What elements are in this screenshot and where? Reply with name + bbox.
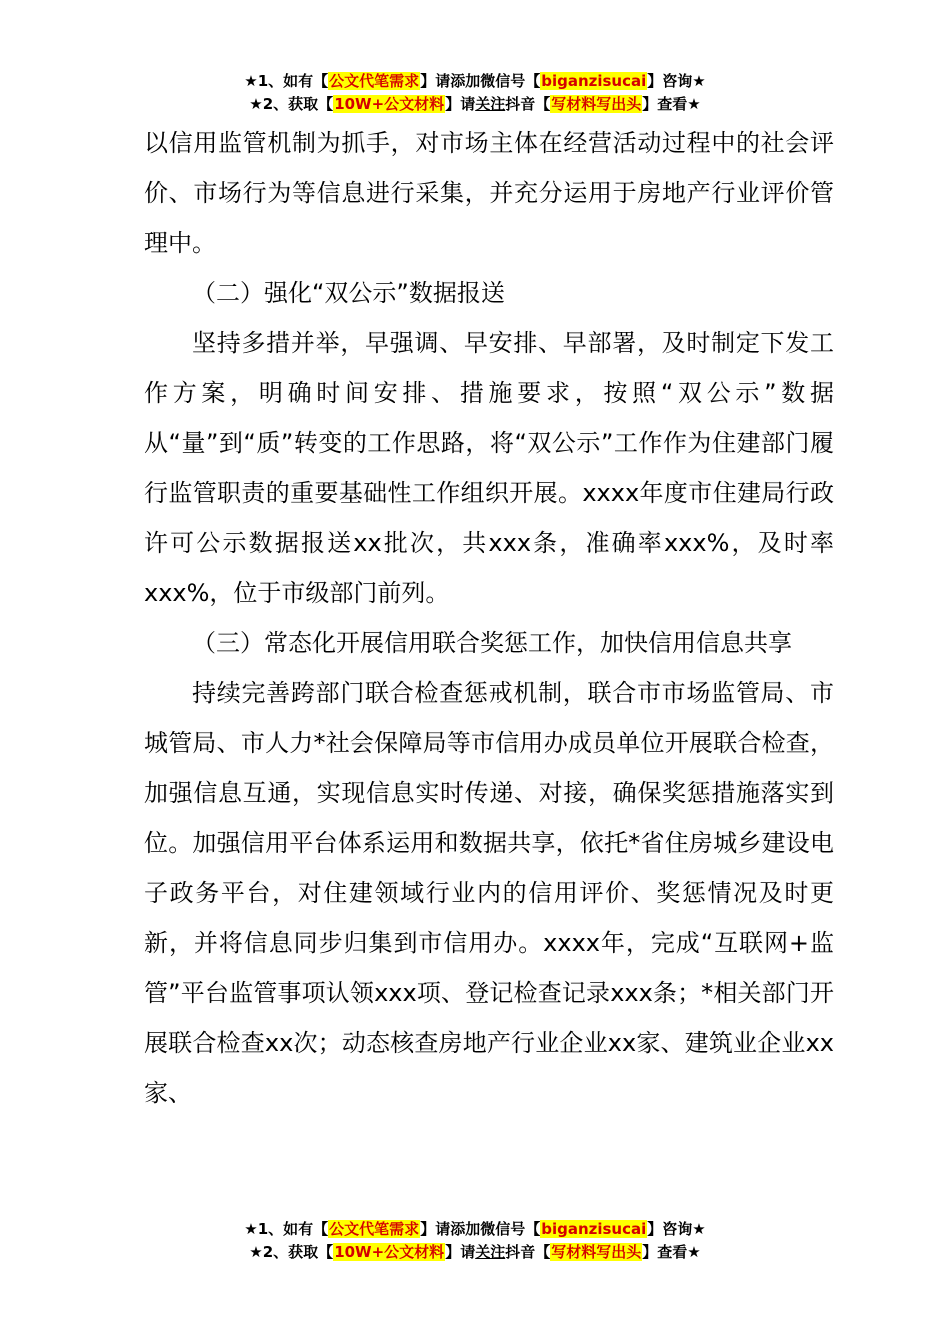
banner-text: ★2、获取【: [249, 1243, 334, 1261]
banner-highlight: 写材料写出头: [551, 1243, 642, 1261]
banner-highlight: 公文代笔需求: [329, 1220, 420, 1238]
banner-text: 】查看★: [642, 95, 701, 113]
banner-highlight: biganzisucai: [541, 1220, 647, 1238]
paragraph-1: 以信用监管机制为抓手，对市场主体在经营活动过程中的社会评价、市场行为等信息进行采集，并充分运用于房地产行业评价管理中。: [144, 129, 834, 257]
section-heading-2: （二）强化“双公示”数据报送: [192, 279, 505, 307]
banner-highlight: 写材料写出头: [551, 95, 642, 113]
paragraph-3: 持续完善跨部门联合检查惩戒机制，联合市市场监管局、市城管局、市人力*社会保障局等市信用办成员单位开展联合检查，加强信息互通，实现信息实时传递、对接，确保奖惩措施落实到位。加强信用平台体系运用和数据共享，依托*省住房城乡建设电子政务平台，对住建领域行业内的信用评价、奖惩情况及时更新，并将信息同步归集到市信用办。xxxx年，完成“互联网+监管”平台监管事项认领xxx项、登记检查记录xxx条；*相关部门开展联合检查xx次；动态核查房地产行业企业xx家、建筑业企业xx家、: [144, 679, 834, 1107]
banner-line-2: [0, 93, 950, 116]
banner-text: 】请: [445, 1243, 476, 1261]
banner-text: 抖音【: [505, 95, 551, 113]
paragraph-2: 坚持多措并举，早强调、早安排、早部署，及时制定下发工作方案，明确时间安排、措施要求，按照“双公示”数据从“量”到“质”转变的工作思路，将“双公示”工作作为住建部门履行监管职责的重要基础性工作组织开展。xxxx年度市住建局行政许可公示数据报送xx批次，共xxx条，准确率xxx%，及时率xxx%，位于市级部门前列。: [144, 329, 834, 607]
banner-text: 】请添加微信号【: [420, 72, 541, 90]
banner-underlined-text: 关注: [475, 1243, 506, 1261]
banner-text: ★2、获取【: [249, 95, 334, 113]
header-banner: [0, 70, 950, 116]
banner-highlight: 10W+公文材料: [334, 1243, 445, 1261]
banner-underlined-text: 关注: [475, 95, 506, 113]
banner-line-1: [0, 70, 950, 93]
footer-banner: [0, 1218, 950, 1264]
banner-text: 】请: [445, 95, 476, 113]
section-heading-3: （三）常态化开展信用联合奖惩工作，加快信用信息共享: [192, 629, 792, 657]
document-body: [144, 118, 834, 1118]
banner-highlight: 公文代笔需求: [329, 72, 420, 90]
banner-text: 】请添加微信号【: [420, 1220, 541, 1238]
banner-text: 】咨询★: [647, 72, 706, 90]
banner-text: 抖音【: [505, 1243, 551, 1261]
banner-line-2: [0, 1241, 950, 1264]
banner-text: ★1、如有【: [244, 72, 329, 90]
banner-highlight: biganzisucai: [541, 72, 647, 90]
banner-text: 】查看★: [642, 1243, 701, 1261]
banner-highlight: 10W+公文材料: [334, 95, 445, 113]
banner-line-1: [0, 1218, 950, 1241]
banner-text: 】咨询★: [647, 1220, 706, 1238]
banner-text: ★1、如有【: [244, 1220, 329, 1238]
